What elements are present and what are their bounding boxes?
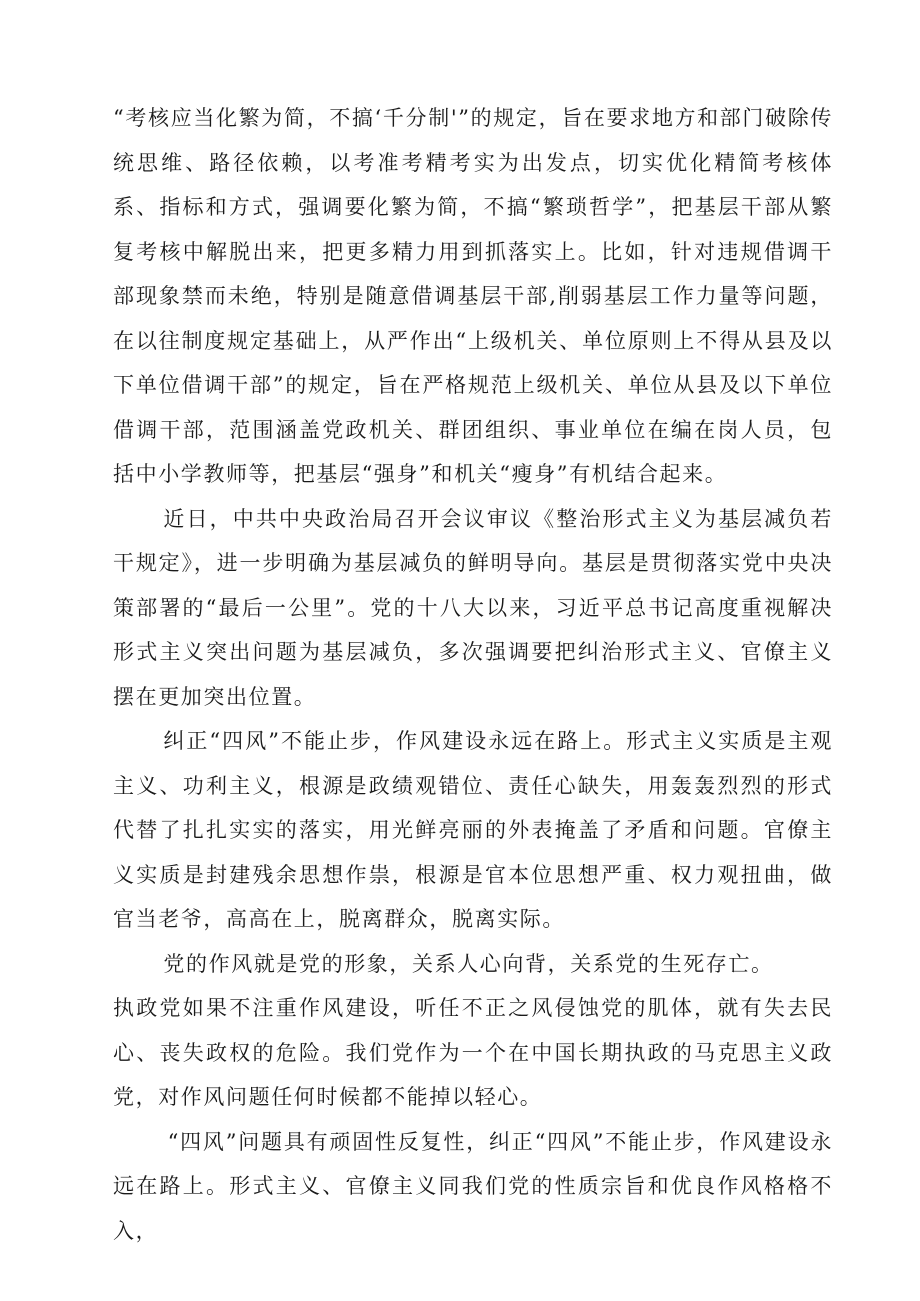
paragraph-3: 纠正“四风”不能止步，作风建设永远在路上。形式主义实质是主观主义、功利主义，根源是政绩观错位、责任心缺失，用轰轰烈烈的形式代替了扎扎实实的落实，用光鲜亮丽的外表掩盖了矛盾和问题。官僚主义实质是封建残余思想作祟，根源是官本位思想严重、权力观扭曲，做官当老爷，高高在上，脱离群众，脱离实际。 (113, 729, 833, 931)
document-body (113, 96, 833, 1253)
paragraph-2: 近日，中共中央政治局召开会议审议《整治形式主义为基层减负若干规定》，进一步明确为基层减负的鲜明导向。基层是贯彻落实党中央决策部署的“最后一公里”。党的十八大以来，习近平总书记高度重视解决形式主义突出问题为基层减负，多次强调要把纠治形式主义、官僚主义摆在更加突出位置。 (113, 506, 833, 709)
paragraph-4 (113, 942, 833, 1120)
paragraph-4-body: 执政党如果不注重作风建设，听任不正之风侵蚀党的肌体，就有失去民心、丧失政权的危险。我们党作为一个在中国长期执政的马克思主义政党，对作风问题任何时候都不能掉以轻心。 (113, 996, 833, 1109)
paragraph-4-first-line: 党的作风就是党的形象，关系人心向背，关系党的生死存亡。 (163, 951, 774, 976)
paragraph-5: “四风”问题具有顽固性反复性，纠正“四风”不能止步，作风建设永远在路上。形式主义、官僚主义同我们党的性质宗旨和优良作风格格不入， (113, 1129, 833, 1243)
paragraph-1: “考核应当化繁为简，不搞‘千分制'”的规定，旨在要求地方和部门破除传统思维、路径依赖，以考准考精考实为出发点，切实优化精简考核体系、指标和方式，强调要化繁为简，不搞“繁琐哲学”，把基层干部从繁复考核中解脱出来，把更多精力用到抓落实上。比如，针对违规借调干部现象禁而未绝，特别是随意借调基层干部,削弱基层工作力量等问题，在以往制度规定基础上，从严作出“上级机关、单位原则上不得从县及以下单位借调干部”的规定，旨在严格规范上级机关、单位从县及以下单位借调干部，范围涵盖党政机关、群团组织、事业单位在编在岗人员，包括中小学教师等，把基层“强身”和机关“瘦身”有机结合起来。 (113, 106, 833, 486)
